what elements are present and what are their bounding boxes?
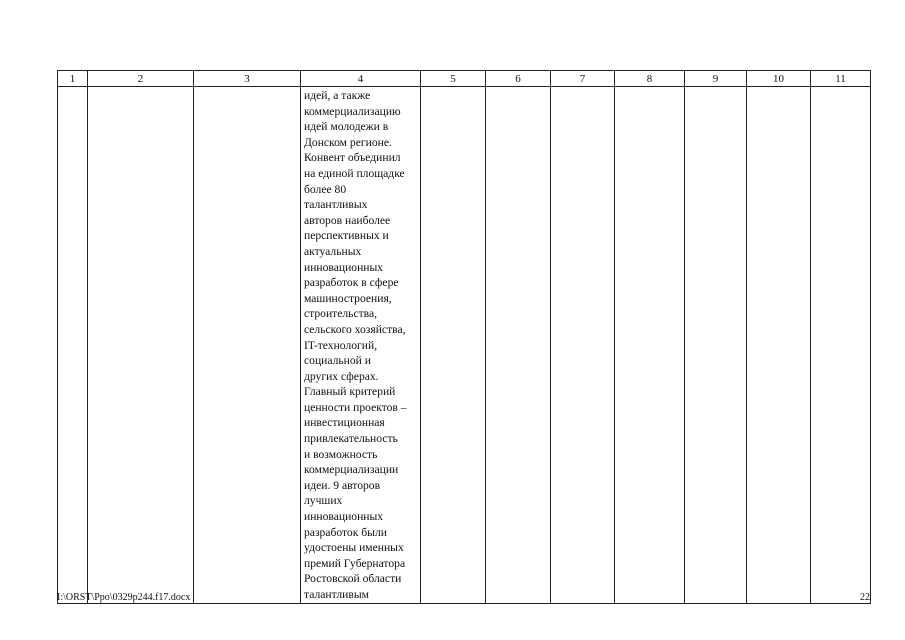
column-header-7: 7 [551,71,615,87]
cell-text-line: актуальных [304,244,362,258]
cell-text-line: премий Губернатора [304,556,406,570]
cell-text-line: перспективных и [304,229,389,243]
cell-text-line: коммерциализации [304,463,399,477]
cell-text-line: коммерциализацию [304,104,401,118]
table-cell-col-9 [685,87,747,604]
cell-text-line: IT-технологий, [304,338,378,352]
data-table [57,70,871,604]
cell-text-line: инновационных [304,510,384,524]
column-header-10: 10 [747,71,811,87]
column-header-5: 5 [421,71,486,87]
header-row [58,71,871,87]
column-header-3: 3 [194,71,301,87]
cell-text-line: машиностроения, [304,291,392,305]
footer-file-path: I:\ORST\Ppo\0329p244.f17.docx [57,592,191,603]
cell-text-line: более 80 [304,182,347,196]
cell-text-line: инвестиционная [304,416,385,430]
cell-text-line: привлекательность [304,432,398,446]
footer-page-number: 22 [860,592,870,603]
cell-text-line: Ростовской области [304,572,402,586]
cell-text-line: ценности проектов – [304,400,407,414]
table-cell-col-11 [811,87,871,604]
cell-text-line: и возможность [304,447,378,461]
cell-text-line: авторов наиболее [304,213,391,227]
table-row [58,87,871,604]
cell-text-line: идей молодежи в [304,120,389,134]
cell-text-line: разработок были [304,525,387,539]
cell-text-line: Конвент объединил [304,151,401,165]
column-header-4: 4 [301,71,421,87]
cell-text-line: сельского хозяйства, [304,322,406,336]
cell-text-line: идеи. 9 авторов [304,478,381,492]
table-cell-col-8 [615,87,685,604]
cell-text-line: талантливых [304,198,368,212]
column-header-1: 1 [58,71,88,87]
cell-text-line: инновационных [304,260,384,274]
cell-text-line: Донском регионе. [304,135,392,149]
cell-text-line: удостоены именных [304,541,404,555]
cell-text-line: Главный критерий [304,385,396,399]
table-cell-col-1 [58,87,88,604]
cell-text-column-4 [301,87,420,603]
cell-text-line: лучших [304,494,343,508]
cell-text-line: талантливым [304,588,369,601]
cell-text-line: других сферах. [304,369,379,383]
cell-text-line: на единой площадке [304,166,405,180]
column-header-6: 6 [486,71,551,87]
cell-text-line: разработок в сфере [304,276,399,290]
column-header-8: 8 [615,71,685,87]
cell-text-line: строительства, [304,307,378,321]
column-header-9: 9 [685,71,747,87]
table-cell-col-4 [301,87,421,604]
table-cell-col-5 [421,87,486,604]
table-cell-col-3 [194,87,301,604]
table-cell-col-7 [551,87,615,604]
cell-text-line: идей, а также [304,89,371,102]
column-header-2: 2 [88,71,194,87]
column-header-11: 11 [811,71,871,87]
table-cell-col-10 [747,87,811,604]
table-cell-col-2 [88,87,194,604]
cell-text-line: социальной и [304,354,371,368]
table-cell-col-6 [486,87,551,604]
